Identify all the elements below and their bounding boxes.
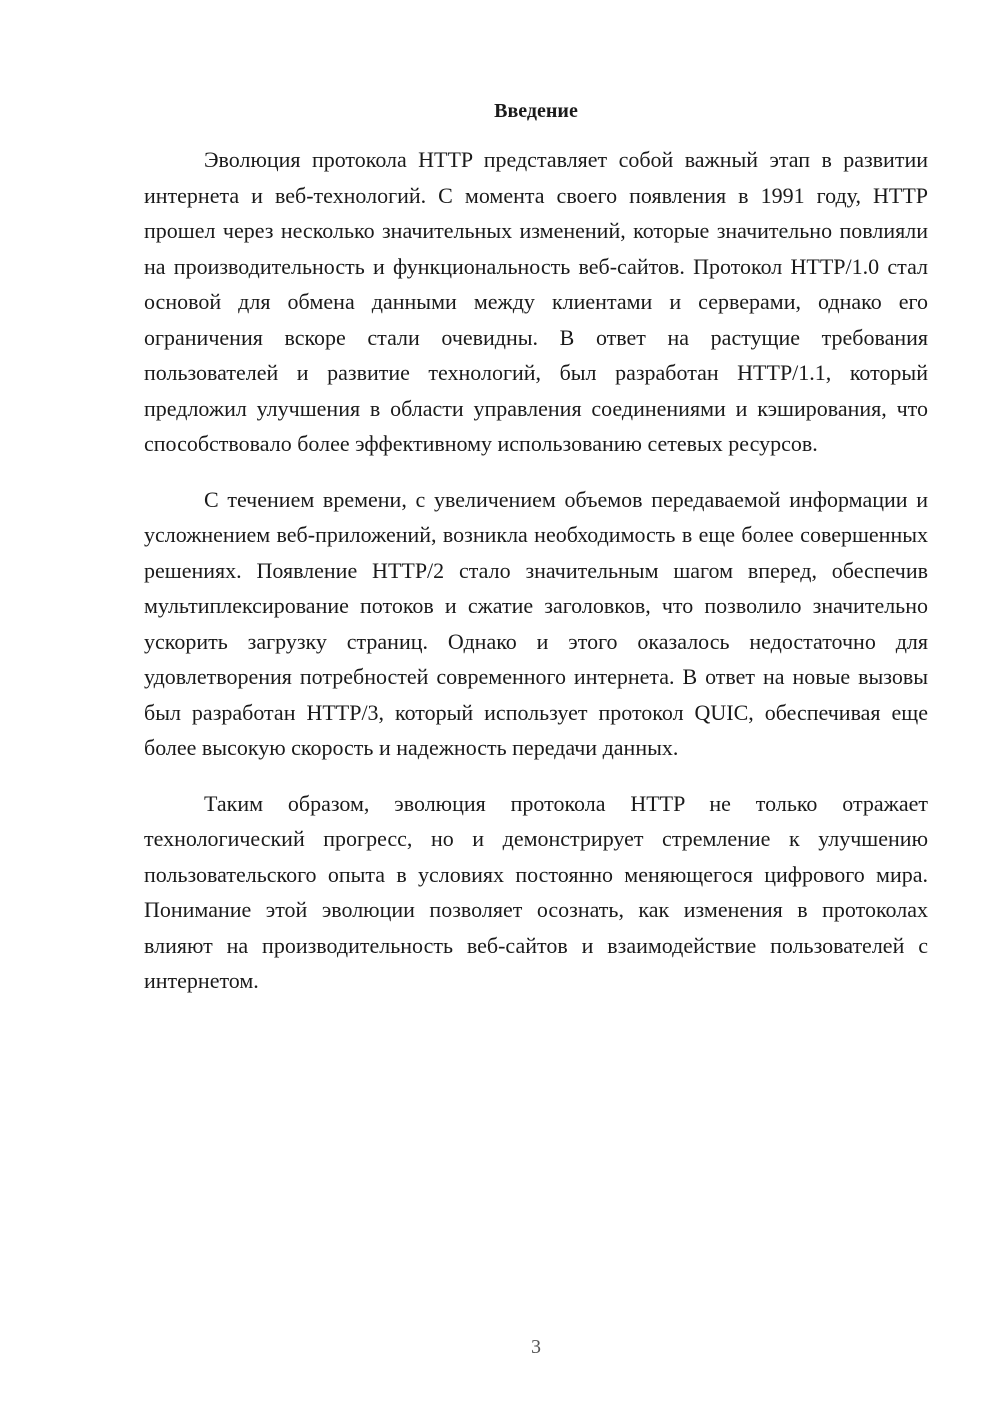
paragraph-3: Таким образом, эволюция протокола HTTP не только отражает технологический прогресс, но и демонстрирует стремление к улучшению пользовательского опыта в условиях постоянно меняющегося цифрового мира. Понимание этой эволюции позволяет осознать, как изменения в протоколах влияют на производительность веб-сайтов и взаимодействие пользователей с интернетом. xyxy=(144,790,928,993)
body-text xyxy=(144,142,928,999)
paragraph-2: С течением времени, с увеличением объемов передаваемой информации и усложнением веб-приложений, возникла необходимость в еще более совершенных решениях. Появление HTTP/2 стало значительным шагом вперед, обеспечив мультиплексирование потоков и сжатие заголовков, что позволило значительно ускорить загрузку страниц. Однако и этого оказалось недостаточно для удовлетворения потребностей современного интернета. В ответ на новые вызовы был разработан HTTP/3, который использует протокол QUIC, обеспечивая еще более высокую скорость и надежность передачи данных. xyxy=(144,486,928,760)
page-number: 3 xyxy=(531,1336,541,1358)
section-heading: Введение xyxy=(494,100,578,122)
paragraph-1: Эволюция протокола HTTP представляет собой важный этап в развитии интернета и веб-технологий. С момента своего появления в 1991 году, HTTP прошел через несколько значительных изменений, которые значительно повлияли на производительность и функциональность веб-сайтов. Протокол HTTP/1.0 стал основой для обмена данными между клиентами и серверами, однако его ограничения вскоре стали очевидны. В ответ на растущие требования пользователей и развитие технологий, был разработан HTTP/1.1, который предложил улучшения в области управления соединениями и кэширования, что способствовало более эффективному использованию сетевых ресурсов. xyxy=(144,147,928,456)
